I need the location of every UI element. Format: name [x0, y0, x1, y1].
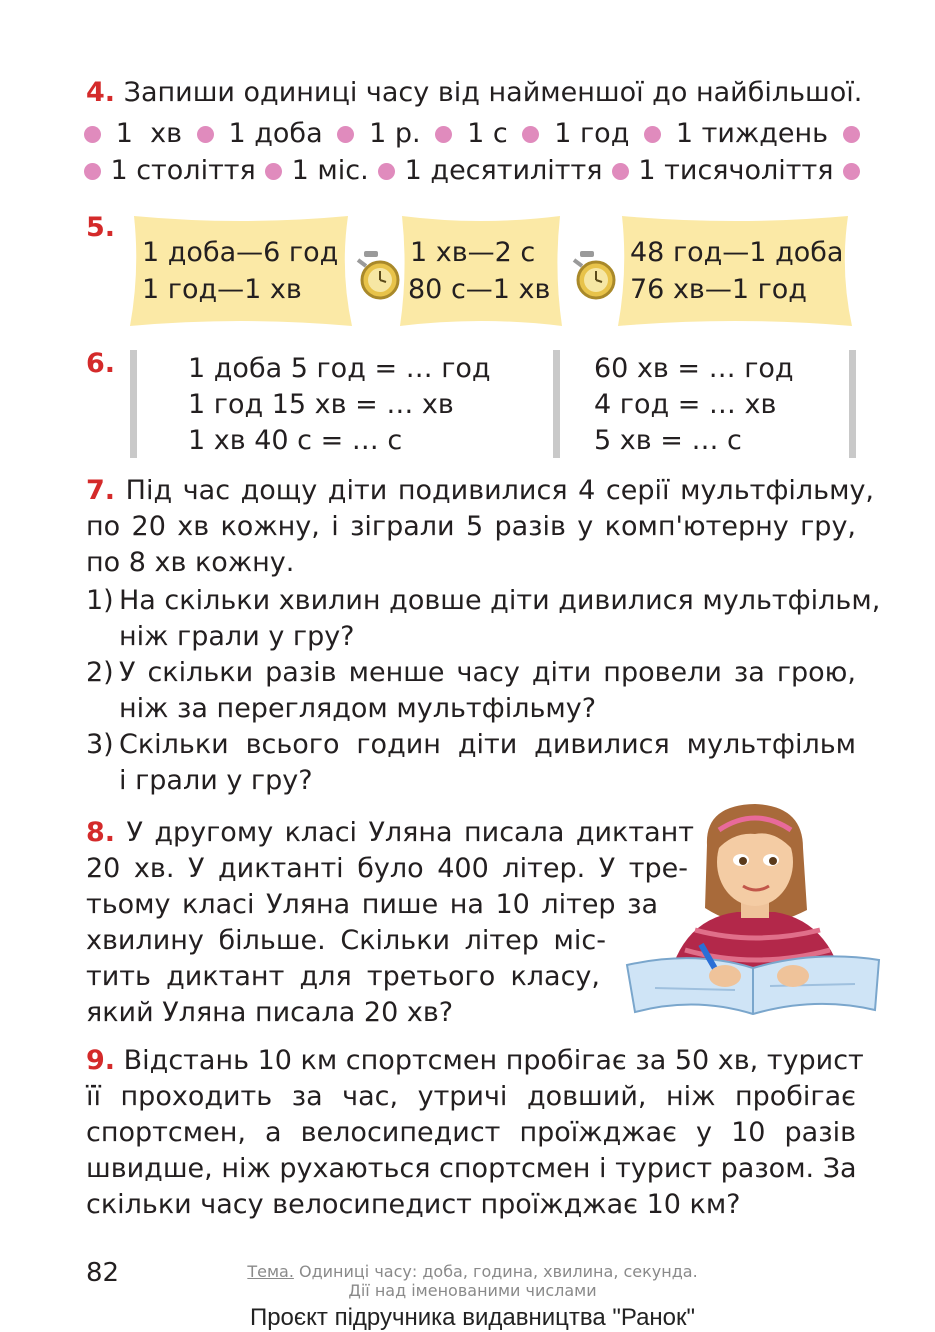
task9-line	[86, 1043, 864, 1079]
equation: 4 год = … хв	[594, 389, 777, 420]
comparison-card-2	[396, 212, 566, 330]
bullet-icon	[265, 163, 282, 180]
task9-line: спортсмен, а велосипедист проїжджає у 10 разів	[86, 1117, 856, 1148]
time-unit: 1 тисячоліття	[638, 155, 834, 186]
question-text: ніж грали у гру?	[119, 621, 355, 652]
bullet-icon	[843, 126, 860, 143]
task8-number: 8.	[86, 817, 116, 848]
time-unit: 1 століття	[110, 155, 256, 186]
topic-text-2: Дії над іменованими числами	[348, 1281, 597, 1300]
project-caption: Проєкт підручника видавництва "Ранок"	[249, 1304, 696, 1331]
comparison-line: 48 год—1 доба	[630, 237, 844, 268]
topic-caption	[200, 1262, 745, 1300]
bullet-icon	[843, 163, 860, 180]
task8-line	[86, 815, 694, 851]
column-divider	[553, 350, 560, 458]
bullet-icon	[84, 163, 101, 180]
task9-line: швидше, ніж рухаються спортсмен і турист разом. За	[86, 1153, 857, 1184]
time-unit: 1 с	[467, 118, 508, 149]
time-unit: 1 р.	[369, 118, 421, 149]
question-number: 1)	[86, 585, 114, 616]
girl-writing-illustration	[625, 800, 885, 1029]
task4-number: 4.	[86, 77, 116, 108]
equation: 1 год 15 хв = … хв	[188, 389, 454, 420]
task7-text-line: по 8 хв кожну.	[86, 547, 295, 578]
time-unit: 1 доба	[228, 118, 323, 149]
page-number: 82	[86, 1258, 120, 1288]
task7-text: Під час дощу діти подивилися 4 серії мультфільму,	[125, 475, 875, 506]
task8-line: 20 хв. У диктанті було 400 літер. У тре-	[86, 853, 688, 884]
bullet-icon	[435, 126, 452, 143]
comparison-card-1	[126, 212, 356, 330]
column-divider	[849, 350, 856, 458]
time-unit: 1 хв	[115, 118, 182, 149]
task7-text-line: по 20 хв кожну, і зіграли 5 разів у комп'ютерну гру,	[86, 511, 856, 542]
time-unit: 1 міс.	[291, 155, 369, 186]
stopwatch-icon	[354, 248, 400, 306]
equation: 1 хв 40 с = … с	[188, 425, 403, 456]
bullet-icon	[644, 126, 661, 143]
task8-line: тьому класі Уляна пише на 10 літер за	[86, 889, 658, 920]
task4-units-row-1	[84, 116, 860, 152]
bullet-icon	[378, 163, 395, 180]
time-unit: 1 тиждень	[675, 118, 829, 149]
comparison-card-3	[614, 212, 856, 330]
comparison-line: 1 год—1 хв	[142, 274, 302, 305]
time-unit: 1 год	[554, 118, 630, 149]
task8-line: тить диктант для третього класу,	[86, 961, 600, 992]
question-number: 3)	[86, 729, 114, 760]
topic-label: Тема.	[247, 1262, 294, 1281]
bullet-icon	[522, 126, 539, 143]
task4-text: Запиши одиниці часу від найменшої до найбільшої.	[123, 77, 863, 108]
comparison-line: 80 с—1 хв	[408, 274, 551, 305]
task5-number: 5.	[86, 212, 116, 243]
topic-text: Одиниці часу: доба, година, хвилина, секунда.	[299, 1262, 698, 1281]
task9-line: її проходить за час, утричі довший, ніж пробігає	[86, 1081, 856, 1112]
question-text: У скільки разів менше часу діти провели за грою,	[119, 657, 856, 688]
equation: 60 хв = … год	[594, 353, 794, 384]
task9-number: 9.	[86, 1045, 116, 1076]
bullet-icon	[337, 126, 354, 143]
bullet-icon	[84, 126, 101, 143]
task7-line	[86, 473, 875, 509]
task9-text: Відстань 10 км спортсмен пробігає за 50 хв, турист	[123, 1045, 864, 1076]
question-number: 2)	[86, 657, 114, 688]
comparison-line: 76 хв—1 год	[630, 274, 807, 305]
task4-heading	[86, 75, 863, 111]
stopwatch-icon	[570, 248, 616, 306]
task9-line: скільки часу велосипедист проїжджає 10 км?	[86, 1189, 741, 1220]
task7-number: 7.	[86, 475, 116, 506]
question-text: ніж за переглядом мультфільму?	[119, 693, 597, 724]
task6-number: 6.	[86, 348, 116, 379]
task8-text: У другому класі Уляна писала диктант	[126, 817, 694, 848]
task8-line: хвилину більше. Скільки літер міс-	[86, 925, 606, 956]
comparison-line: 1 доба—6 год	[142, 237, 339, 268]
task8-line: який Уляна писала 20 хв?	[86, 997, 454, 1028]
comparison-line: 1 хв—2 с	[410, 237, 536, 268]
equation: 5 хв = … с	[594, 425, 742, 456]
question-text: і грали у гру?	[119, 765, 313, 796]
task4-units-row-2	[84, 153, 860, 189]
question-text: На скільки хвилин довше діти дивилися мультфільм,	[119, 585, 881, 616]
bullet-icon	[612, 163, 629, 180]
time-unit: 1 десятиліття	[404, 155, 603, 186]
question-text: Скільки всього годин діти дивилися мультфільм	[119, 729, 856, 760]
bullet-icon	[197, 126, 214, 143]
equation: 1 доба 5 год = … год	[188, 353, 491, 384]
column-divider	[130, 350, 137, 458]
